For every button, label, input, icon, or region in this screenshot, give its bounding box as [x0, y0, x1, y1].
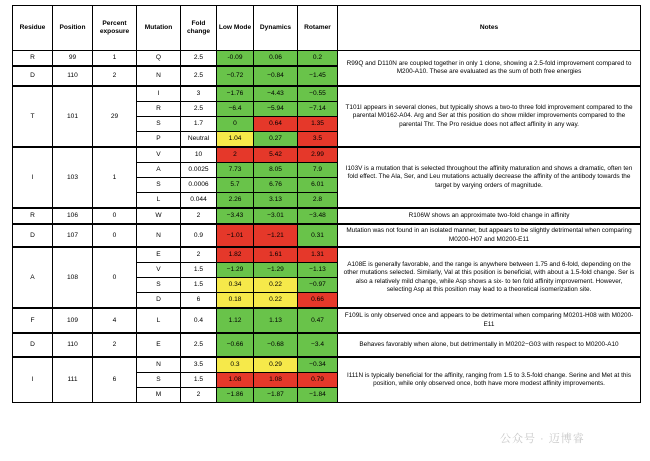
header-rotamer: Rotamer [298, 6, 338, 51]
low-mode-cell: 1.82 [217, 247, 254, 263]
mutation-cell: L [137, 308, 181, 333]
header-percent-exposure: Percent exposure [93, 6, 137, 51]
exposure-cell: 0 [93, 247, 137, 308]
mutation-cell: R [137, 102, 181, 117]
mutation-cell: V [137, 147, 181, 163]
fold-change-cell: 0.044 [181, 193, 217, 209]
residue-cell: F [13, 308, 53, 333]
fold-change-cell: 1.5 [181, 373, 217, 388]
notes-cell: A108E is generally favorable, and the range is anywhere between 1.75 and 6-fold, depending on the other mutations selected. Similarly, Val at this position is beneficial, with about a 1.5-fold change. Ser is also a relatively mild change, while Asp shows a six- to ten fold affinity improvement. However, selecting Asp at this position may lead to a theoretical isomerization site. [338, 247, 641, 308]
low-mode-cell: −6.4 [217, 102, 254, 117]
fold-change-cell: 2 [181, 388, 217, 403]
dynamics-cell: 0.64 [254, 117, 298, 132]
low-mode-cell: 0 [217, 117, 254, 132]
watermark: 公众号 · 迈博睿 [500, 433, 585, 445]
mutation-cell: S [137, 178, 181, 193]
rotamer-cell: 0.66 [298, 293, 338, 309]
dynamics-cell: 0.27 [254, 132, 298, 148]
notes-cell: R106W shows an approximate two-fold change in affinity [338, 208, 641, 224]
fold-change-cell: 2.5 [181, 333, 217, 357]
fold-change-cell: 3.5 [181, 357, 217, 373]
table-row [13, 208, 641, 224]
residue-cell: I [13, 357, 53, 403]
header-mutation: Mutation [137, 6, 181, 51]
low-mode-cell: 7.73 [217, 163, 254, 178]
mutation-table [12, 5, 641, 403]
low-mode-cell: 0.3 [217, 357, 254, 373]
dynamics-cell: 5.42 [254, 147, 298, 163]
fold-change-cell: 2.5 [181, 66, 217, 86]
low-mode-cell: −1.29 [217, 263, 254, 278]
table-row [13, 247, 641, 263]
exposure-cell: 1 [93, 51, 137, 67]
fold-change-cell: 6 [181, 293, 217, 309]
low-mode-cell: 0.18 [217, 293, 254, 309]
mutation-cell: A [137, 163, 181, 178]
rotamer-cell: 0.47 [298, 308, 338, 333]
rotamer-cell: −1.13 [298, 263, 338, 278]
fold-change-cell: Neutral [181, 132, 217, 148]
exposure-cell: 29 [93, 86, 137, 147]
dynamics-cell: 0.22 [254, 278, 298, 293]
low-mode-cell: −1.86 [217, 388, 254, 403]
dynamics-cell: −3.01 [254, 208, 298, 224]
mutation-cell: W [137, 208, 181, 224]
fold-change-cell: 1.5 [181, 278, 217, 293]
dynamics-cell: −1.29 [254, 263, 298, 278]
dynamics-cell: 1.61 [254, 247, 298, 263]
position-cell: 110 [53, 333, 93, 357]
rotamer-cell: 1.31 [298, 247, 338, 263]
rotamer-cell: 0.79 [298, 373, 338, 388]
dynamics-cell: −5.94 [254, 102, 298, 117]
dynamics-cell: 3.13 [254, 193, 298, 209]
rotamer-cell: −1.84 [298, 388, 338, 403]
fold-change-cell: 0.4 [181, 308, 217, 333]
position-cell: 107 [53, 224, 93, 247]
table-body [13, 51, 641, 403]
fold-change-cell: 1.5 [181, 263, 217, 278]
mutation-cell: L [137, 193, 181, 209]
low-mode-cell: 0.34 [217, 278, 254, 293]
dynamics-cell: 0.06 [254, 51, 298, 67]
residue-cell: D [13, 333, 53, 357]
residue-cell: T [13, 86, 53, 147]
notes-cell: F109L is only observed once and appears to be detrimental when comparing M0201-H08 with M0200-E11 [338, 308, 641, 333]
rotamer-cell: −0.97 [298, 278, 338, 293]
notes-cell: T101I appears in several clones, but typically shows a two-to three fold improvement compared to the parental M0162-A04. Arg and Ser at this position do show milder improvements compared to the parental Thr. The Pro residue does not affect affinity in any way. [338, 86, 641, 147]
residue-cell: D [13, 66, 53, 86]
table-row [13, 357, 641, 373]
low-mode-cell: 2 [217, 147, 254, 163]
notes-cell: Behaves favorably when alone, but detrimentally in M0202−G03 with respect to M0200-A10 [338, 333, 641, 357]
low-mode-cell: 2.26 [217, 193, 254, 209]
mutation-cell: V [137, 263, 181, 278]
notes-cell: I103V is a mutation that is selected throughout the affinity maturation and shows a dramatic, often ten fold effect. The Ala, Ser, and Leu mutations actually decrease the affinity of the antibody towards the target by varying orders of magnitude. [338, 147, 641, 208]
mutation-cell: E [137, 247, 181, 263]
dynamics-cell: 8.05 [254, 163, 298, 178]
position-cell: 111 [53, 357, 93, 403]
low-mode-cell: 5.7 [217, 178, 254, 193]
rotamer-cell: 2.99 [298, 147, 338, 163]
exposure-cell: 1 [93, 147, 137, 208]
dynamics-cell: 6.76 [254, 178, 298, 193]
exposure-cell: 2 [93, 333, 137, 357]
dynamics-cell: −1.87 [254, 388, 298, 403]
mutation-cell: N [137, 224, 181, 247]
dynamics-cell: −0.84 [254, 66, 298, 86]
fold-change-cell: 2.5 [181, 102, 217, 117]
rotamer-cell: −0.34 [298, 357, 338, 373]
mutation-cell: S [137, 278, 181, 293]
dynamics-cell: −0.68 [254, 333, 298, 357]
dynamics-cell: −1.21 [254, 224, 298, 247]
mutation-cell: D [137, 293, 181, 309]
rotamer-cell: 2.8 [298, 193, 338, 209]
table-row [13, 86, 641, 102]
fold-change-cell: 0.9 [181, 224, 217, 247]
low-mode-cell: −1.01 [217, 224, 254, 247]
position-cell: 110 [53, 66, 93, 86]
position-cell: 101 [53, 86, 93, 147]
mutation-cell: E [137, 333, 181, 357]
table-row [13, 224, 641, 247]
exposure-cell: 6 [93, 357, 137, 403]
rotamer-cell: 6.01 [298, 178, 338, 193]
notes-cell: R99Q and D110N are coupled together in only 1 clone, showing a 2.5-fold improvement compared to M200-A10. These are evaluated as the sum of both free energies [338, 51, 641, 87]
rotamer-cell: −7.14 [298, 102, 338, 117]
mutation-cell: M [137, 388, 181, 403]
rotamer-cell: 0.2 [298, 51, 338, 67]
residue-cell: A [13, 247, 53, 308]
position-cell: 103 [53, 147, 93, 208]
header-residue: Residue [13, 6, 53, 51]
position-cell: 108 [53, 247, 93, 308]
dynamics-cell: 0.22 [254, 293, 298, 309]
exposure-cell: 0 [93, 224, 137, 247]
low-mode-cell: −3.43 [217, 208, 254, 224]
fold-change-cell: 2.5 [181, 51, 217, 67]
dynamics-cell: 1.08 [254, 373, 298, 388]
rotamer-cell: 7.9 [298, 163, 338, 178]
header-fold-change: Fold change [181, 6, 217, 51]
mutation-cell: S [137, 373, 181, 388]
rotamer-cell: 1.35 [298, 117, 338, 132]
dynamics-cell: 1.13 [254, 308, 298, 333]
mutation-cell: I [137, 86, 181, 102]
residue-cell: R [13, 208, 53, 224]
rotamer-cell: 0.31 [298, 224, 338, 247]
rotamer-cell: −3.48 [298, 208, 338, 224]
table-row [13, 333, 641, 357]
fold-change-cell: 1.7 [181, 117, 217, 132]
low-mode-cell: -0.09 [217, 51, 254, 67]
header-row [13, 6, 641, 51]
dynamics-cell: 0.29 [254, 357, 298, 373]
low-mode-cell: 1.04 [217, 132, 254, 148]
position-cell: 99 [53, 51, 93, 67]
fold-change-cell: 10 [181, 147, 217, 163]
fold-change-cell: 0.0025 [181, 163, 217, 178]
rotamer-cell: −3.4 [298, 333, 338, 357]
notes-cell: Mutation was not found in an isolated manner, but appears to be slightly detrimental when comparing M0200-H07 and M0200-E11 [338, 224, 641, 247]
dynamics-cell: −4.43 [254, 86, 298, 102]
header-position: Position [53, 6, 93, 51]
fold-change-cell: 0.0006 [181, 178, 217, 193]
rotamer-cell: −0.55 [298, 86, 338, 102]
residue-cell: I [13, 147, 53, 208]
low-mode-cell: −1.76 [217, 86, 254, 102]
position-cell: 106 [53, 208, 93, 224]
table-row [13, 147, 641, 163]
rotamer-cell: −1.45 [298, 66, 338, 86]
low-mode-cell: −0.66 [217, 333, 254, 357]
low-mode-cell: −0.72 [217, 66, 254, 86]
notes-cell: I111N is typically beneficial for the affinity, ranging from 1.5 to 3.5-fold change. Serine and Met at this position, while only observed once, both have more modest affinity improvements. [338, 357, 641, 403]
fold-change-cell: 3 [181, 86, 217, 102]
table-row [13, 308, 641, 333]
fold-change-cell: 2 [181, 247, 217, 263]
mutation-cell: N [137, 66, 181, 86]
table-row [13, 51, 641, 67]
low-mode-cell: 1.08 [217, 373, 254, 388]
position-cell: 109 [53, 308, 93, 333]
low-mode-cell: 1.12 [217, 308, 254, 333]
mutation-cell: N [137, 357, 181, 373]
mutation-cell: P [137, 132, 181, 148]
residue-cell: R [13, 51, 53, 67]
rotamer-cell: 3.5 [298, 132, 338, 148]
header-notes: Notes [338, 6, 641, 51]
exposure-cell: 2 [93, 66, 137, 86]
header-dynamics: Dynamics [254, 6, 298, 51]
mutation-cell: S [137, 117, 181, 132]
fold-change-cell: 2 [181, 208, 217, 224]
mutation-cell: Q [137, 51, 181, 67]
residue-cell: D [13, 224, 53, 247]
exposure-cell: 0 [93, 208, 137, 224]
exposure-cell: 4 [93, 308, 137, 333]
header-low-mode: Low Mode [217, 6, 254, 51]
